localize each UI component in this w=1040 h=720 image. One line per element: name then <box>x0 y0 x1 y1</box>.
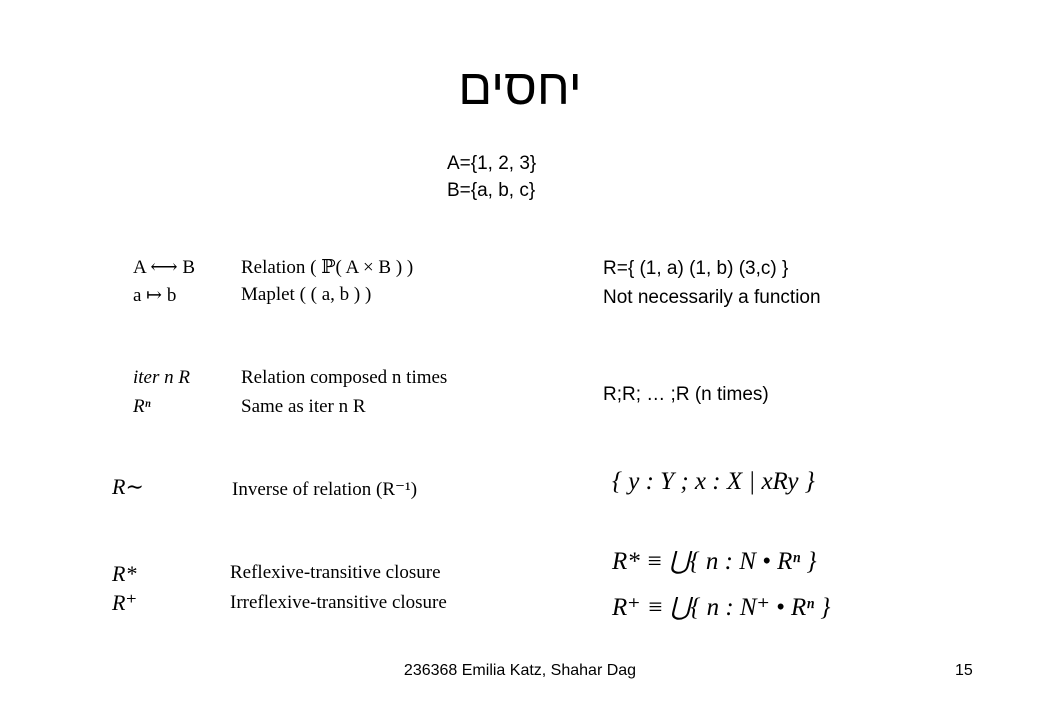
set-a: A={1, 2, 3} <box>447 153 537 174</box>
notation-relation-desc: Relation ( ℙ( A × B ) ) <box>241 257 414 278</box>
page-number: 15 <box>955 662 973 679</box>
notation-star-desc: Reflexive-transitive closure <box>230 562 441 583</box>
notation-inverse-symbol: R∼ <box>112 474 144 499</box>
set-b: B={a, b, c} <box>447 180 536 201</box>
slide-title: יחסים <box>458 59 582 115</box>
example-plus-formula: R⁺ ≡ ⋃{ n : N⁺ • Rⁿ } <box>612 594 831 621</box>
example-inverse-formula: { y : Y ; x : X | xRy } <box>612 468 815 495</box>
notation-power-desc: Same as iter n R <box>241 396 366 417</box>
example-star-formula: R* ≡ ⋃{ n : N • Rⁿ } <box>612 548 817 575</box>
notation-relation-symbol: A ⟷ B <box>133 257 196 278</box>
notation-star-symbol: R* <box>112 561 137 586</box>
notation-inverse-desc: Inverse of relation (R⁻¹) <box>232 479 418 500</box>
set-definitions <box>447 150 536 204</box>
notation-maplet-symbol: a ↦ b <box>133 285 177 306</box>
example-iter: R;R; … ;R (n times) <box>603 384 769 405</box>
notation-maplet-desc: Maplet ( ( a, b ) ) <box>241 284 372 305</box>
notation-plus-symbol: R⁺ <box>112 590 138 615</box>
notation-plus-desc: Irreflexive-transitive closure <box>230 592 447 613</box>
notation-iter-desc: Relation composed n times <box>241 367 448 388</box>
notation-iter-symbol: iter n R <box>133 367 190 388</box>
example-relation-set: R={ (1, a) (1, b) (3,c) } <box>603 258 789 279</box>
notation-power-symbol: Rⁿ <box>133 396 151 417</box>
example-not-function: Not necessarily a function <box>603 287 821 308</box>
footer-credit: 236368 Emilia Katz, Shahar Dag <box>403 662 637 679</box>
